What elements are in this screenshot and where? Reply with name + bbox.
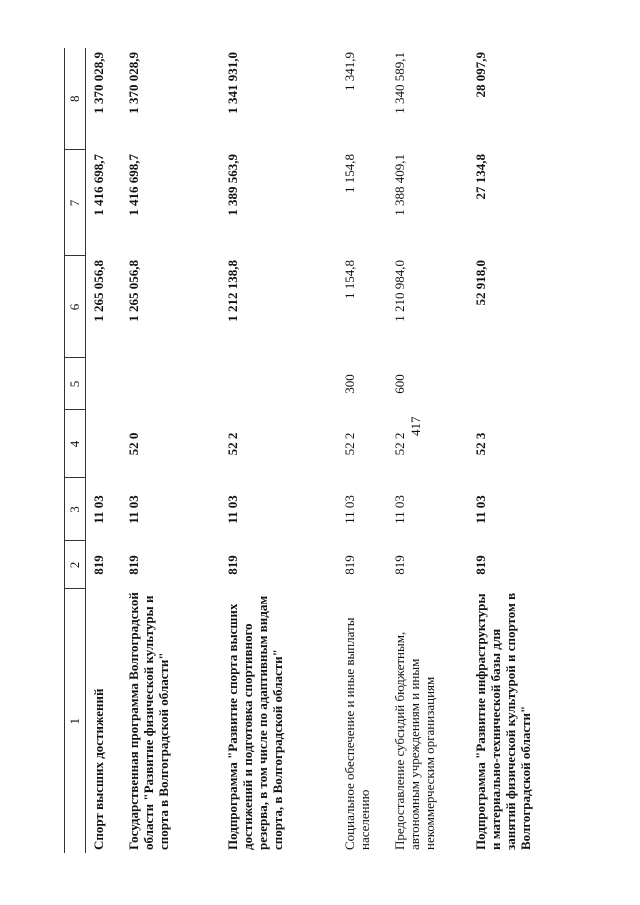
row-amount-col-6: 1 265 056,8 — [126, 260, 141, 322]
row-name: Спорт высших достижений — [91, 688, 106, 850]
row-ministry-code: 819 — [126, 555, 141, 575]
row-program-code: 52 3 — [473, 432, 488, 456]
row-section-code: 11 03 — [342, 495, 357, 524]
budget-table-container — [64, 48, 534, 853]
header-col-6: 6 — [65, 256, 86, 358]
row-amount-col-8: 1 370 028,9 — [126, 52, 141, 114]
row-program-code — [86, 410, 122, 478]
row-amount-col-8: 1 370 028,9 — [91, 52, 106, 114]
row-section-code: 11 03 — [126, 495, 141, 524]
header-col-4: 4 — [65, 410, 86, 478]
row-section-code: 11 03 — [392, 495, 407, 524]
table-row — [387, 48, 468, 853]
row-amount-col-6: 1 265 056,8 — [91, 260, 106, 322]
row-amount-col-8: 1 341,9 — [342, 52, 357, 91]
row-amount-col-6: 1 154,8 — [342, 260, 357, 299]
row-expense-type — [86, 358, 122, 410]
row-amount-col-8: 1 340 589,1 — [392, 52, 407, 114]
header-col-8: 8 — [65, 48, 86, 150]
header-col-1: 1 — [65, 589, 86, 853]
header-col-7: 7 — [65, 150, 86, 256]
row-amount-col-8: 28 097,9 — [473, 52, 488, 98]
header-row — [65, 48, 86, 853]
row-amount-col-6: 52 918,0 — [473, 260, 488, 306]
table-row — [86, 48, 122, 853]
row-expense-type: 600 — [392, 374, 407, 394]
row-name: Государственная программа Волгоградской области "Развитие физической культуры и спорта в Волгоградской области" — [126, 592, 171, 850]
row-expense-type — [220, 358, 337, 410]
header-col-2: 2 — [65, 541, 86, 589]
header-col-3: 3 — [65, 478, 86, 541]
row-amount-col-7: 1 388 409,1 — [392, 154, 407, 216]
row-section-code: 11 03 — [473, 495, 488, 524]
table-row — [121, 48, 220, 853]
row-name: Подпрограмма "Развитие спорта высших достижений и подготовка спортивного резерва, в том числе по адаптивным видам спорта, в Волгоградской области" — [225, 595, 285, 850]
table-row — [337, 48, 387, 853]
row-amount-col-7: 1 154,8 — [342, 154, 357, 193]
row-name: Подпрограмма "Развитие инфраструктуры и материально-технической базы для занятий физической культурой и спортом в Волгоградской области" — [473, 592, 533, 850]
row-section-code: 11 03 — [225, 495, 240, 524]
row-section-code: 11 03 — [91, 495, 106, 524]
row-amount-col-7: 1 416 698,7 — [126, 154, 141, 216]
budget-table — [64, 48, 553, 853]
row-program-code: 52 0 — [126, 432, 141, 456]
row-amount-col-7: 27 134,8 — [473, 154, 488, 200]
row-amount-col-7: 1 389 563,9 — [225, 154, 240, 216]
row-expense-type — [121, 358, 220, 410]
row-amount-col-6: 1 210 984,0 — [392, 260, 407, 322]
row-amount-col-8: 1 341 931,0 — [225, 52, 240, 114]
row-ministry-code: 819 — [473, 555, 488, 575]
row-program-code: 52 2 — [342, 432, 357, 456]
row-name: Социальное обеспечение и иные выплаты населению — [342, 617, 372, 850]
row-expense-type — [468, 358, 553, 410]
row-name: Предоставление субсидий бюджетным, автономным учреждениям и иным некоммерческим организациям — [392, 631, 437, 850]
row-ministry-code: 819 — [91, 555, 106, 575]
row-program-code: 52 2 — [225, 432, 240, 456]
row-expense-type: 300 — [342, 374, 357, 394]
row-amount-col-6: 1 212 138,8 — [225, 260, 240, 322]
row-amount-col-7: 1 416 698,7 — [91, 154, 106, 216]
row-ministry-code: 819 — [392, 555, 407, 575]
page-number: 417 — [408, 416, 423, 436]
row-ministry-code: 819 — [342, 555, 357, 575]
row-program-code: 52 2 — [392, 432, 407, 456]
table-row — [468, 48, 553, 853]
row-ministry-code: 819 — [225, 555, 240, 575]
table-row — [220, 48, 337, 853]
header-col-5: 5 — [65, 358, 86, 410]
